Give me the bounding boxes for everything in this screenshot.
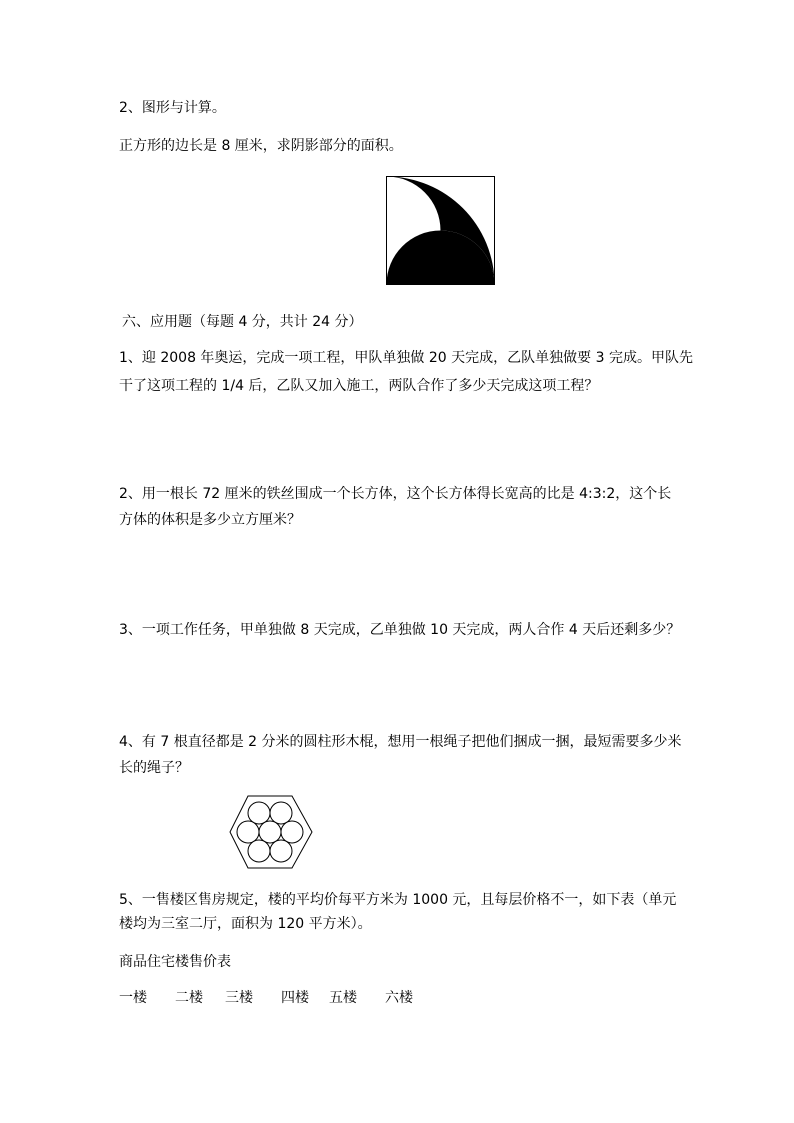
q5-line2: 楼均为三室二厅，面积为 120 平方米）。: [119, 916, 372, 932]
q3-line1: 3、一项工作任务，甲单独做 8 天完成，乙单独做 10 天完成，两人合作 4 天后还剩多少？: [119, 622, 681, 638]
shaded-square-figure: [386, 176, 498, 288]
log-circle-center: [259, 821, 281, 843]
log-circle-mid-left: [237, 821, 259, 843]
q5-line1: 5、一售楼区售房规定，楼的平均价每平方米为 1000 元，且每层价格不一，如下表（单元: [119, 892, 677, 908]
q4-line2: 长的绳子？: [119, 760, 189, 776]
floor-label: 三楼: [225, 990, 253, 1006]
square-question: 正方形的边长是 8 厘米，求阴影部分的面积。: [119, 138, 403, 154]
q1-line1: 1、迎 2008 年奥运，完成一项工程，甲队单独做 20 天完成，乙队单独做要 3 完成。甲队先: [119, 350, 693, 366]
price-table-title: 商品住宅楼售价表: [119, 954, 231, 970]
floor-label: 二楼: [175, 990, 203, 1006]
bundled-logs-figure: [228, 792, 314, 872]
q2-line1: 2、用一根长 72 厘米的铁丝围成一个长方体，这个长方体得长宽高的比是 4:3:2，这个长: [119, 486, 672, 502]
floor-label: 一楼: [119, 990, 147, 1006]
section2-heading: 2、图形与计算。: [119, 100, 226, 116]
section6-heading: 六、应用题（每题 4 分，共计 24 分）: [122, 314, 363, 330]
q2-line2: 方体的体积是多少立方厘米？: [119, 512, 301, 528]
q1-line2: 干了这项工程的 1/4 后，乙队又加入施工，两队合作了多少天完成这项工程？: [119, 378, 599, 394]
log-circle-bottom-right: [270, 840, 292, 862]
q4-line1: 4、有 7 根直径都是 2 分米的圆柱形木棍，想用一根绳子把他们捆成一捆，最短需要多少米: [119, 734, 682, 750]
log-circle-bottom-left: [248, 840, 270, 862]
floor-label: 五楼: [329, 990, 357, 1006]
log-circle-top-right: [270, 802, 292, 824]
floor-label: 六楼: [385, 990, 413, 1006]
floor-label: 四楼: [281, 990, 309, 1006]
log-circle-top-left: [248, 802, 270, 824]
log-circle-mid-right: [281, 821, 303, 843]
